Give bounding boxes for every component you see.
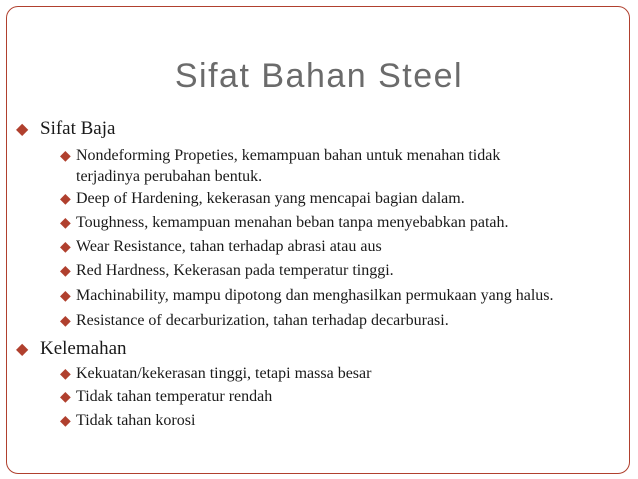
list-item: ◆ Deep of Hardening, kekerasan yang mencapai bagian dalam. — [60, 188, 465, 211]
section-heading: Sifat Baja — [40, 118, 116, 139]
bullet-icon: ◆ — [60, 390, 71, 405]
bullet-icon: ◆ — [60, 289, 71, 304]
bullet-kelemahan — [16, 338, 127, 361]
list-item: ◆ Tidak tahan korosi — [60, 410, 195, 433]
bullet-icon: ◆ — [60, 192, 71, 207]
list-item: ◆ Machinability, mampu dipotong dan menghasilkan permukaan yang halus. — [60, 285, 554, 308]
bullet-icon: ◆ — [60, 240, 71, 255]
list-item: ◆ Toughness, kemampuan menahan beban tanpa menyebabkan patah. — [60, 212, 509, 235]
bullet-icon: ◆ — [60, 149, 71, 164]
list-item-continuation: terjadinya perubahan bentuk. — [76, 168, 263, 185]
bullet-icon: ◆ — [60, 367, 71, 382]
bullet-icon: ◆ — [60, 264, 71, 279]
bullet-icon: ◆ — [60, 314, 71, 329]
section-heading: Kelemahan — [40, 338, 127, 359]
list-item: ◆ Nondeforming Propeties, kemampuan bahan untuk menahan tidak — [60, 145, 500, 168]
bullet-icon: ◆ — [60, 216, 71, 231]
bullet-sifat-baja — [16, 118, 115, 141]
list-item: ◆ Resistance of decarburization, tahan terhadap decarburasi. — [60, 310, 449, 333]
bullet-icon: ◆ — [16, 341, 29, 358]
list-item: ◆ Tidak tahan temperatur rendah — [60, 386, 272, 409]
list-item: ◆ Kekuatan/kekerasan tinggi, tetapi massa besar — [60, 363, 371, 386]
list-item: ◆ Red Hardness, Kekerasan pada temperatur tinggi. — [60, 260, 394, 283]
bullet-icon: ◆ — [16, 121, 29, 138]
bullet-icon: ◆ — [60, 414, 71, 429]
slide-title: Sifat Bahan Steel — [174, 57, 464, 95]
list-item: ◆ Wear Resistance, tahan terhadap abrasi atau aus — [60, 236, 382, 259]
